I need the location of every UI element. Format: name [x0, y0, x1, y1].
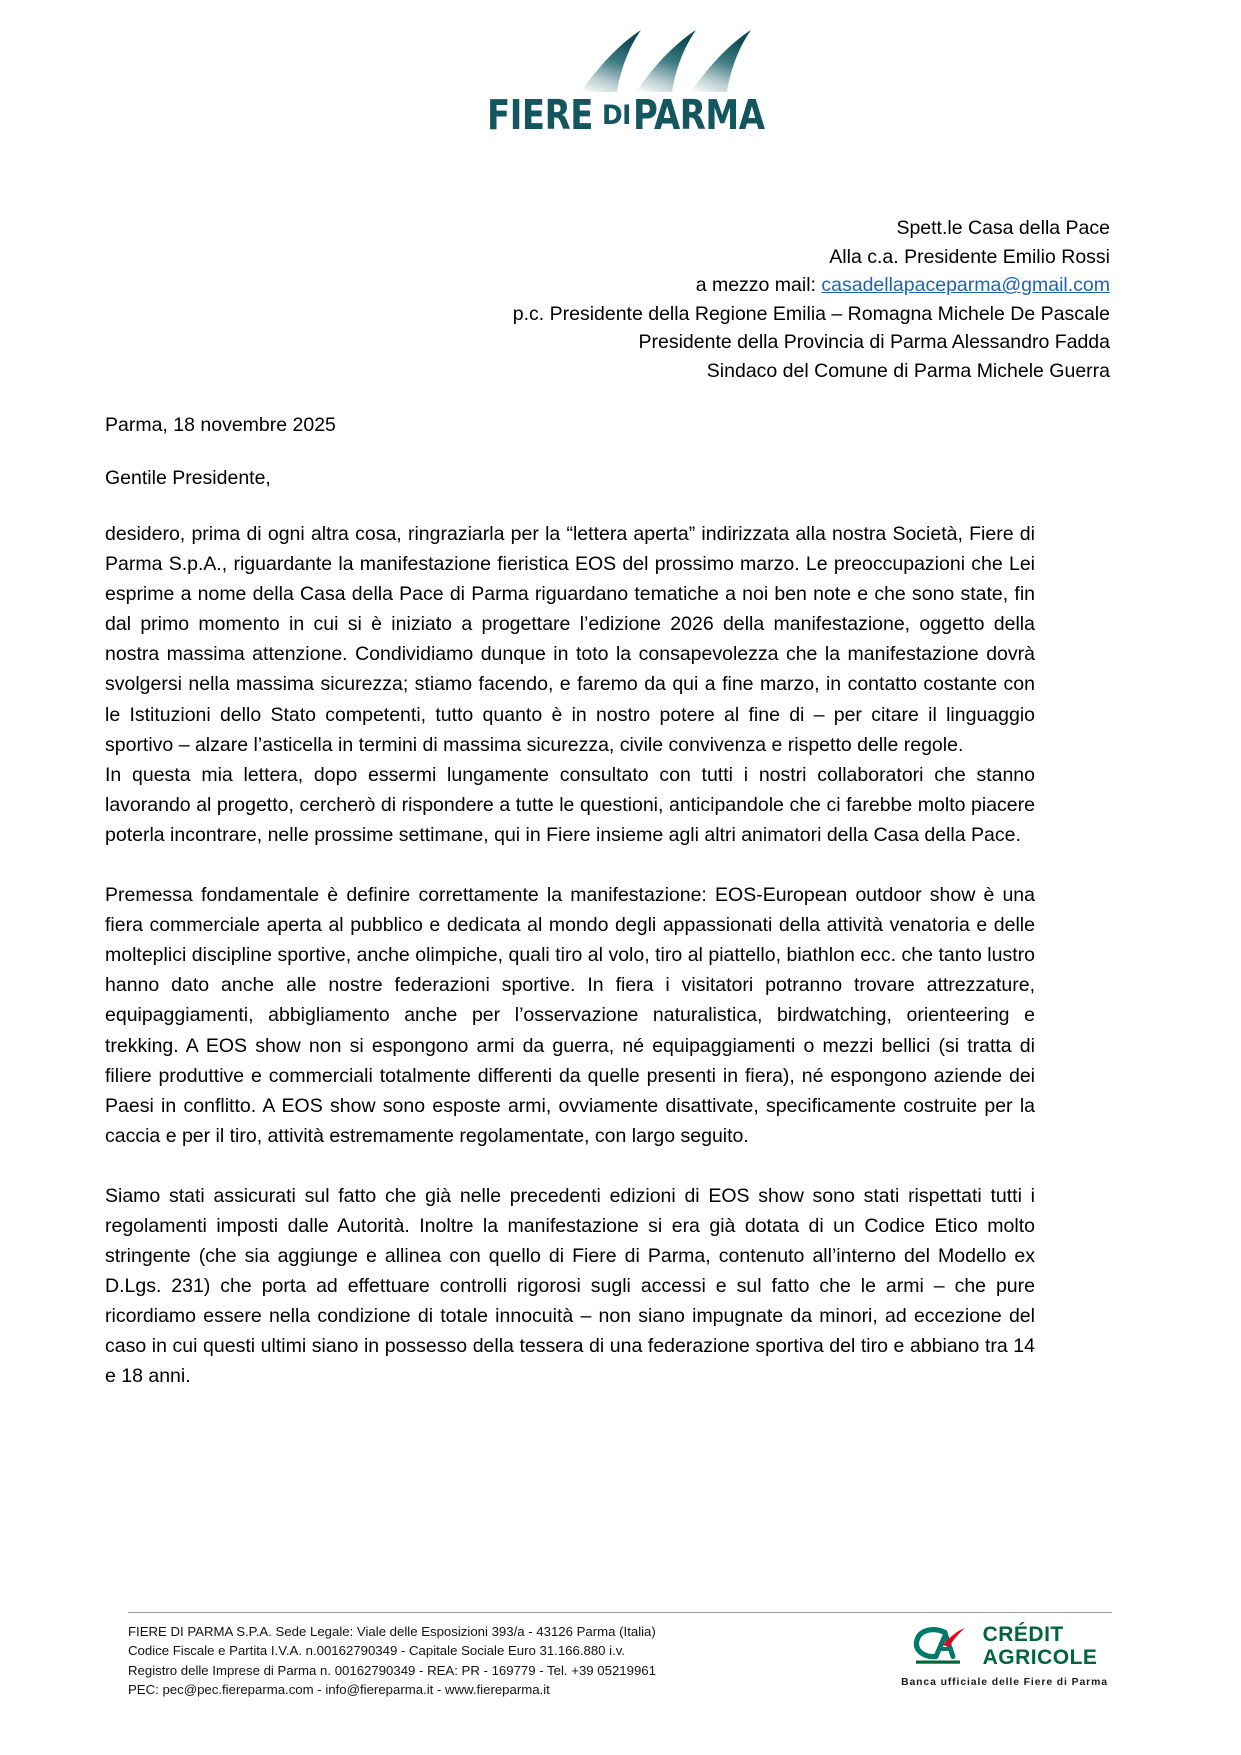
footer-line-address: FIERE DI PARMA S.P.A. Sede Legale: Viale delle Esposizioni 393/a - 43126 Parma (Italia)	[128, 1624, 656, 1639]
body-paragraph-1: desidero, prima di ogni altra cosa, ringraziarla per la “lettera aperta” indirizzata alla nostra Società, Fiere di Parma S.p.A., riguardante la manifestazione fieristica EOS del prossimo marzo. Le preoccupazioni che Lei esprime a nome della Casa della Pace di Parma riguardano tematiche a noi ben note e che sono state, fin dal primo momento in cui si è iniziato a progettare l’edizione 2026 della manifestazione, oggetto della nostra massima attenzione. Condividiamo dunque in toto la consapevolezza che la manifestazione dovrà svolgersi nella massima sicurezza; stiamo facendo, e faremo da qui a fine marzo, in contatto costante con le Istituzioni dello Stato competenti, tutto quanto è in nostro potere al fine di – per citare il linguaggio sportivo – alzare l’asticella in termini di massima sicurezza, civile convivenza e rispetto delle regole.	[105, 523, 1035, 756]
recipient-block	[110, 214, 1110, 386]
body-paragraph-2: In questa mia lettera, dopo essermi lungamente consultato con tutti i nostri collaboratori che stanno lavorando al progetto, cercherò di rispondere a tutte le questioni, anticipandole che ci farebbe molto piacere poterla incontrare, nelle prossime settimane, qui in Fiere insieme agli altri animatori della Casa della Pace.	[105, 763, 1035, 846]
email-link[interactable]: casadellapaceparma@gmail.com	[821, 274, 1110, 297]
logo-word-fiere: FIERE	[486, 91, 593, 139]
logo-word-di: DI	[601, 100, 631, 131]
footer-company-details	[128, 1622, 656, 1700]
recipient-line-cc-province: Presidente della Provincia di Parma Alessandro Fadda	[638, 331, 1110, 354]
letter-salutation: Gentile Presidente,	[105, 467, 271, 489]
page-footer	[128, 1622, 1112, 1700]
body-paragraph-3: Premessa fondamentale è definire correttamente la manifestazione: EOS-European outdoor show è una fiera commerciale aperta al pubblico e dedicata al mondo degli appassionati della attività venatoria e delle molteplici discipline sportive, anche olimpiche, quali tiro al volo, tiro al piattello, biathlon ecc. che tanto lustro hanno dato anche alle nostre federazioni sportive. In fiera i visitatori potranno trovare attrezzature, equipaggiamenti, abbigliamento anche per l’osservazione naturalistica, birdwatching, orienteering e trekking. A EOS show non si espongono armi da guerra, né equipaggiamenti o mezzi bellici (si tratta di filiere produttive e commerciali totalmente differenti da quelle presenti in fiera), né espongono aziende dei Paesi in conflitto. A EOS show sono esposte armi, ovviamente disattivate, specificamente costruite per la caccia e per il tiro, attività estremamente regolamentate, con largo seguito.	[105, 884, 1035, 1147]
footer-line-registry: Registro delle Imprese di Parma n. 00162790349 - REA: PR - 169779 - Tel. +39 05219961	[128, 1662, 656, 1678]
ca-name-line-2: AGRICOLE	[982, 1646, 1098, 1669]
body-paragraph-4: Siamo stati assicurati sul fatto che già nelle precedenti edizioni di EOS show sono stati rispettati tutti i regolamenti imposti dalle Autorità. Inoltre la manifestazione si era già dotata di un Codice Etico molto stringente (che sia aggiunge e allinea con quello di Fiere di Parma, contenuto all’interno del Modello ex D.Lgs. 231) che porta ad effettuare controlli rigorosi sugli accessi e sul fatto che le armi – che pure ricordiamo essere nella condizione di totale innocuità – non siano impugnate da minori, ad eccezione del caso in cui questi ultimi siano in possesso della tessera di una federazione sportiva del tiro e abbiano tra 14 e 18 anni.	[105, 1184, 1035, 1388]
company-logo	[0, 28, 1241, 139]
recipient-line-cc-mayor: Sindaco del Comune di Parma Michele Guerra	[706, 359, 1110, 382]
letter-date: Parma, 18 novembre 2025	[105, 414, 336, 436]
footer-line-vat: Codice Fiscale e Partita I.V.A. n.00162790349 - Capitale Sociale Euro 31.166.880 i.v.	[128, 1643, 626, 1659]
email-label: a mezzo mail:	[695, 274, 822, 297]
recipient-line-cc-region: p.c. Presidente della Regione Emilia – Romagna Michele De Pascale	[512, 302, 1110, 325]
footer-divider	[128, 1612, 1112, 1613]
credit-agricole-wordmark	[983, 1624, 1098, 1668]
three-sails-icon	[579, 28, 755, 94]
recipient-line-email	[110, 271, 1110, 300]
credit-agricole-ca-icon	[912, 1625, 974, 1667]
credit-agricole-logo	[897, 1622, 1112, 1688]
recipient-line-attention: Alla c.a. Presidente Emilio Rossi	[829, 245, 1110, 268]
logo-wordmark	[486, 91, 765, 139]
logo-word-parma: PARMA	[633, 91, 765, 139]
recipient-line-organization: Spett.le Casa della Pace	[896, 217, 1110, 239]
footer-line-contacts: PEC: pec@pec.fiereparma.com - info@fiereparma.it - www.fiereparma.it	[128, 1682, 550, 1698]
credit-agricole-tagline: Banca ufficiale delle Fiere di Parma	[901, 1677, 1108, 1688]
letter-body	[105, 519, 1035, 1392]
ca-name-line-1: CRÉDIT	[982, 1623, 1064, 1646]
